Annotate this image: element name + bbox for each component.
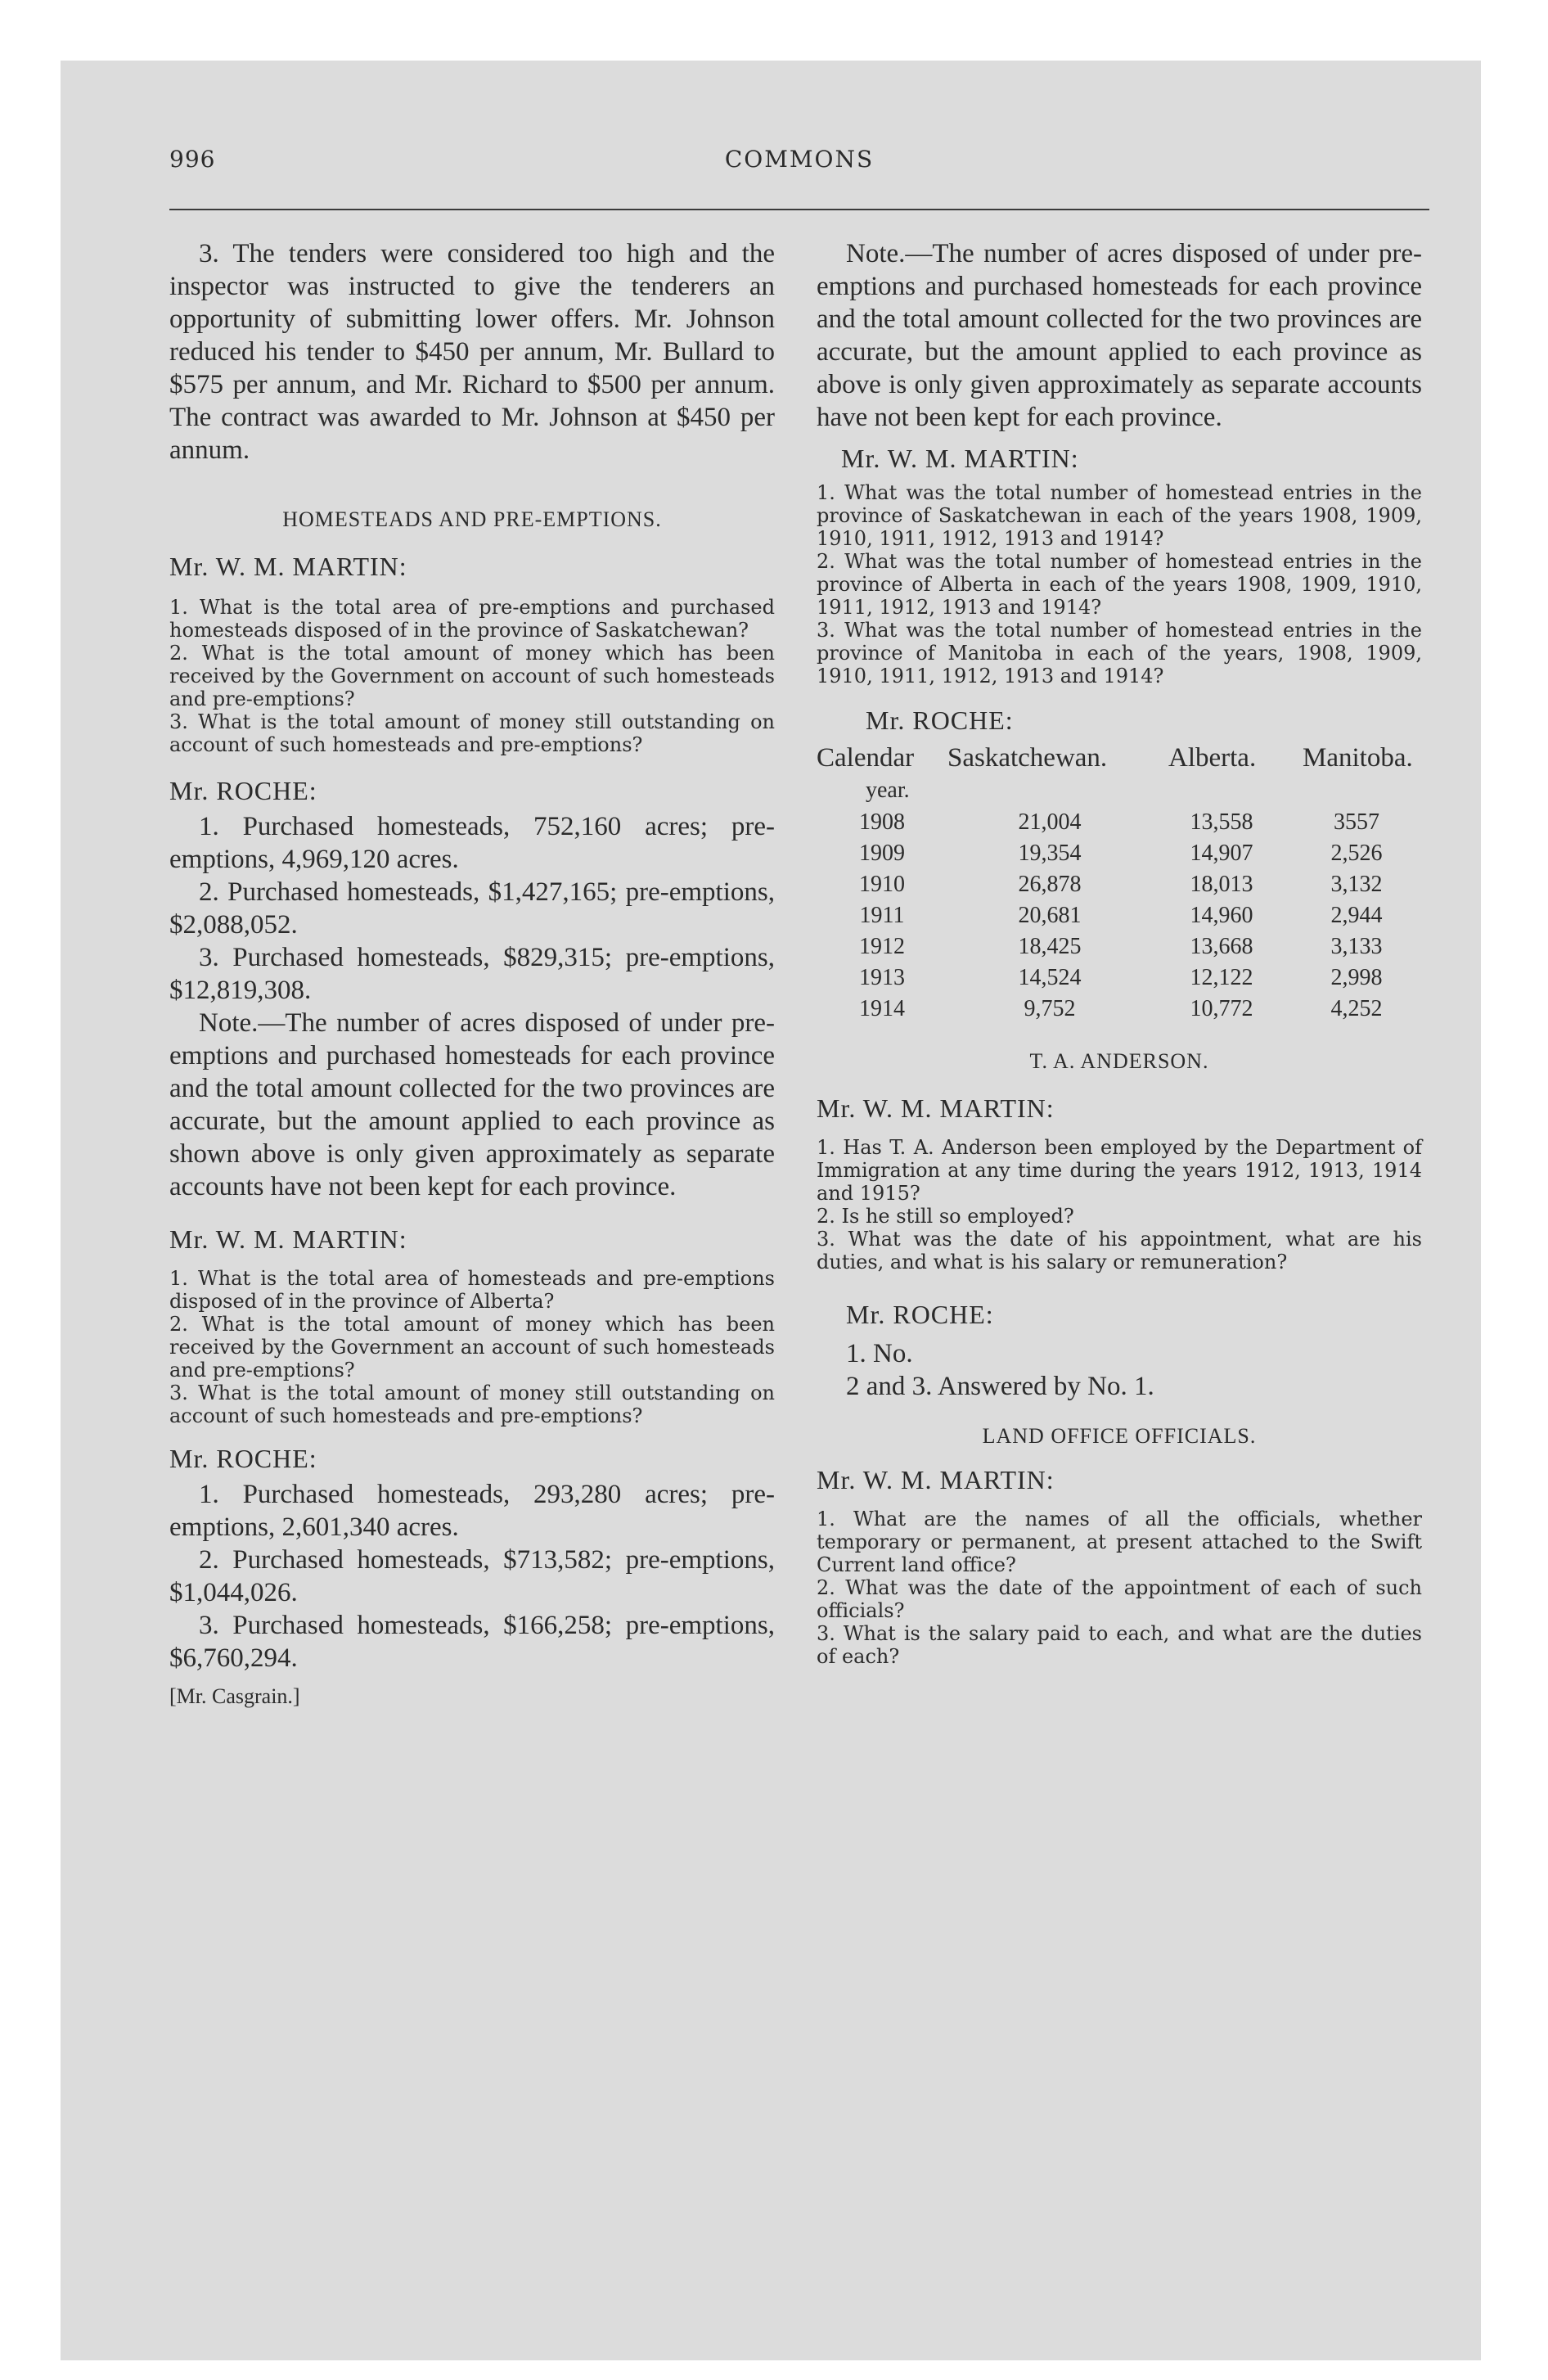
answer: 2. Purchased homesteads, $1,427,165; pre-emptions, $2,088,052. <box>169 877 775 940</box>
note-paragraph: Note.—The number of acres disposed of under pre-emptions and purchased homesteads for each province and the total amount collected for the two provinces are accurate, but the amount applied to each province as shown above is only given approximately as separate accounts have not been kept for each province. <box>169 1008 775 1201</box>
speaker-label: Mr. ROCHE: <box>846 1300 994 1329</box>
table-row <box>817 962 1422 994</box>
column-header: Saskatchewan. <box>947 743 1108 773</box>
table-cell: 1914 <box>859 996 905 1021</box>
running-head: COMMONS <box>724 146 875 173</box>
column-header: Manitoba. <box>1303 743 1413 773</box>
table-cell: 9,752 <box>1024 996 1076 1021</box>
speaker-label: Mr. W. M. MARTIN: <box>169 1224 407 1254</box>
question: 3. What was the date of his appointment, what are his duties, and what is his salary or remuneration? <box>817 1228 1422 1273</box>
table-cell: 14,524 <box>1018 965 1082 990</box>
question: 2. Is he still so employed? <box>817 1205 1074 1228</box>
table-cell: 18,425 <box>1018 934 1082 959</box>
answer: 1. Purchased homesteads, 752,160 acres; pre-emptions, 4,969,120 acres. <box>169 812 775 874</box>
question: 1. Has T. A. Anderson been employed by the Department of Immigration at any time during the years 1912, 1913, 1914 and 1915? <box>817 1136 1422 1205</box>
section-heading: HOMESTEADS AND PRE-EMPTIONS. <box>282 507 662 531</box>
answer: 1. No. <box>846 1339 913 1368</box>
speaker-label: Mr. W. M. MARTIN: <box>817 1093 1055 1123</box>
table-cell: 13,668 <box>1190 934 1253 959</box>
table-cell: 18,013 <box>1190 872 1253 897</box>
answer: 3. Purchased homesteads, $829,315; pre-emptions, $12,819,308. <box>169 943 775 1005</box>
question: 3. What is the total amount of money still outstanding on account of such homesteads and pre-emptions? <box>169 1382 775 1427</box>
table-row <box>817 838 1422 869</box>
question: 2. What was the date of the appointment of each of such officials? <box>817 1576 1422 1622</box>
table-cell: 1910 <box>859 872 905 897</box>
continuation-note: [Mr. Casgrain.] <box>169 1684 300 1708</box>
column-subheader: year. <box>866 778 910 803</box>
question: 3. What is the salary paid to each, and what are the duties of each? <box>817 1622 1422 1668</box>
table-cell: 21,004 <box>1018 809 1082 835</box>
table-row <box>817 869 1422 900</box>
table-cell: 1908 <box>859 809 905 835</box>
speaker-label: Mr. W. M. MARTIN: <box>841 444 1079 473</box>
answer: 1. Purchased homesteads, 293,280 acres; pre-emptions, 2,601,340 acres. <box>169 1480 775 1542</box>
question: 1. What was the total number of homestead entries in the province of Saskatchewan in each of the years 1908, 1909, 1910, 1911, 1912, 1913 and 1914? <box>817 481 1422 550</box>
question: 2. What is the total amount of money which has been received by the Government an account of such homesteads and pre-emptions? <box>169 1313 775 1382</box>
table-cell: 2,526 <box>1330 841 1383 866</box>
table-cell: 3557 <box>1334 809 1379 835</box>
section-heading: LAND OFFICE OFFICIALS. <box>982 1424 1257 1448</box>
table-cell: 2,998 <box>1330 965 1383 990</box>
question: 1. What are the names of all the officials, whether temporary or permanent, at present attached to the Swift Current land office? <box>817 1508 1422 1576</box>
question: 1. What is the total area of homesteads and pre-emptions disposed of in the province of Alberta? <box>169 1267 775 1313</box>
table-cell: 26,878 <box>1018 872 1082 897</box>
speaker-label: Mr. ROCHE: <box>169 776 317 805</box>
speaker-label: Mr. W. M. MARTIN: <box>169 552 407 581</box>
page-number: 996 <box>169 146 216 173</box>
homestead-entries-table <box>817 741 1422 1025</box>
question: 3. What was the total number of homestead entries in the province of Manitoba in each of the years, 1908, 1909, 1910, 1911, 1912, 1913 and 1914? <box>817 619 1422 687</box>
column-header: Alberta. <box>1168 743 1257 773</box>
question: 2. What is the total amount of money which has been received by the Government on account of such homesteads and pre-emptions? <box>169 642 775 710</box>
answer: 2. Purchased homesteads, $713,582; pre-emptions, $1,044,026. <box>169 1545 775 1607</box>
speaker-label: Mr. ROCHE: <box>866 705 1014 735</box>
left-column <box>169 237 775 1709</box>
question: 1. What is the total area of pre-emptions and purchased homesteads disposed of in the province of Saskatchewan? <box>169 596 775 642</box>
question: 3. What is the total amount of money still outstanding on account of such homesteads and pre-emptions? <box>169 710 775 756</box>
tender-paragraph: 3. The tenders were considered too high and the inspector was instructed to give the tenderers an opportunity of submitting lower offers. Mr. Johnson reduced his tender to $450 per annum, Mr. Bullard to $575 per annum, and Mr. Richard to $500 per annum. The contract was awarded to Mr. Johnson at $450 per annum. <box>169 239 775 465</box>
table-row <box>817 931 1422 962</box>
answer: 2 and 3. Answered by No. 1. <box>846 1372 1154 1401</box>
table-cell: 3,132 <box>1330 872 1383 897</box>
note-paragraph: Note.—The number of acres disposed of under pre-emptions and purchased homesteads for each province and the total amount collected for the two provinces are accurate, but the amount applied to each province as above is only given approximately as separate accounts have not been kept for each province. <box>817 239 1422 432</box>
table-cell: 13,558 <box>1190 809 1253 835</box>
signature: T. A. ANDERSON. <box>1029 1049 1209 1073</box>
question: 2. What was the total number of homestead entries in the province of Alberta in each of the years 1908, 1909, 1910, 1911, 1912, 1913 and 1914? <box>817 550 1422 619</box>
column-header: Calendar <box>817 743 915 773</box>
table-cell: 2,944 <box>1330 903 1383 928</box>
table-cell: 1912 <box>859 934 905 959</box>
table-row <box>817 807 1422 838</box>
table-header-row <box>817 741 1422 774</box>
table-cell: 12,122 <box>1190 965 1253 990</box>
table-cell: 1911 <box>859 903 905 928</box>
speaker-label: Mr. W. M. MARTIN: <box>817 1465 1055 1494</box>
speaker-label: Mr. ROCHE: <box>169 1444 317 1473</box>
table-cell: 1909 <box>859 841 905 866</box>
right-column <box>817 237 1422 1668</box>
table-row <box>817 900 1422 931</box>
page-header <box>169 146 1429 178</box>
table-cell: 14,907 <box>1190 841 1253 866</box>
header-rule <box>169 209 1429 210</box>
table-cell: 14,960 <box>1190 903 1253 928</box>
table-cell: 3,133 <box>1330 934 1383 959</box>
table-row <box>817 994 1422 1025</box>
table-cell: 1913 <box>859 965 905 990</box>
table-cell: 4,252 <box>1330 996 1383 1021</box>
table-cell: 10,772 <box>1190 996 1253 1021</box>
answer: 3. Purchased homesteads, $166,258; pre-emptions, $6,760,294. <box>169 1611 775 1673</box>
table-cell: 20,681 <box>1018 903 1082 928</box>
table-cell: 19,354 <box>1018 841 1082 866</box>
